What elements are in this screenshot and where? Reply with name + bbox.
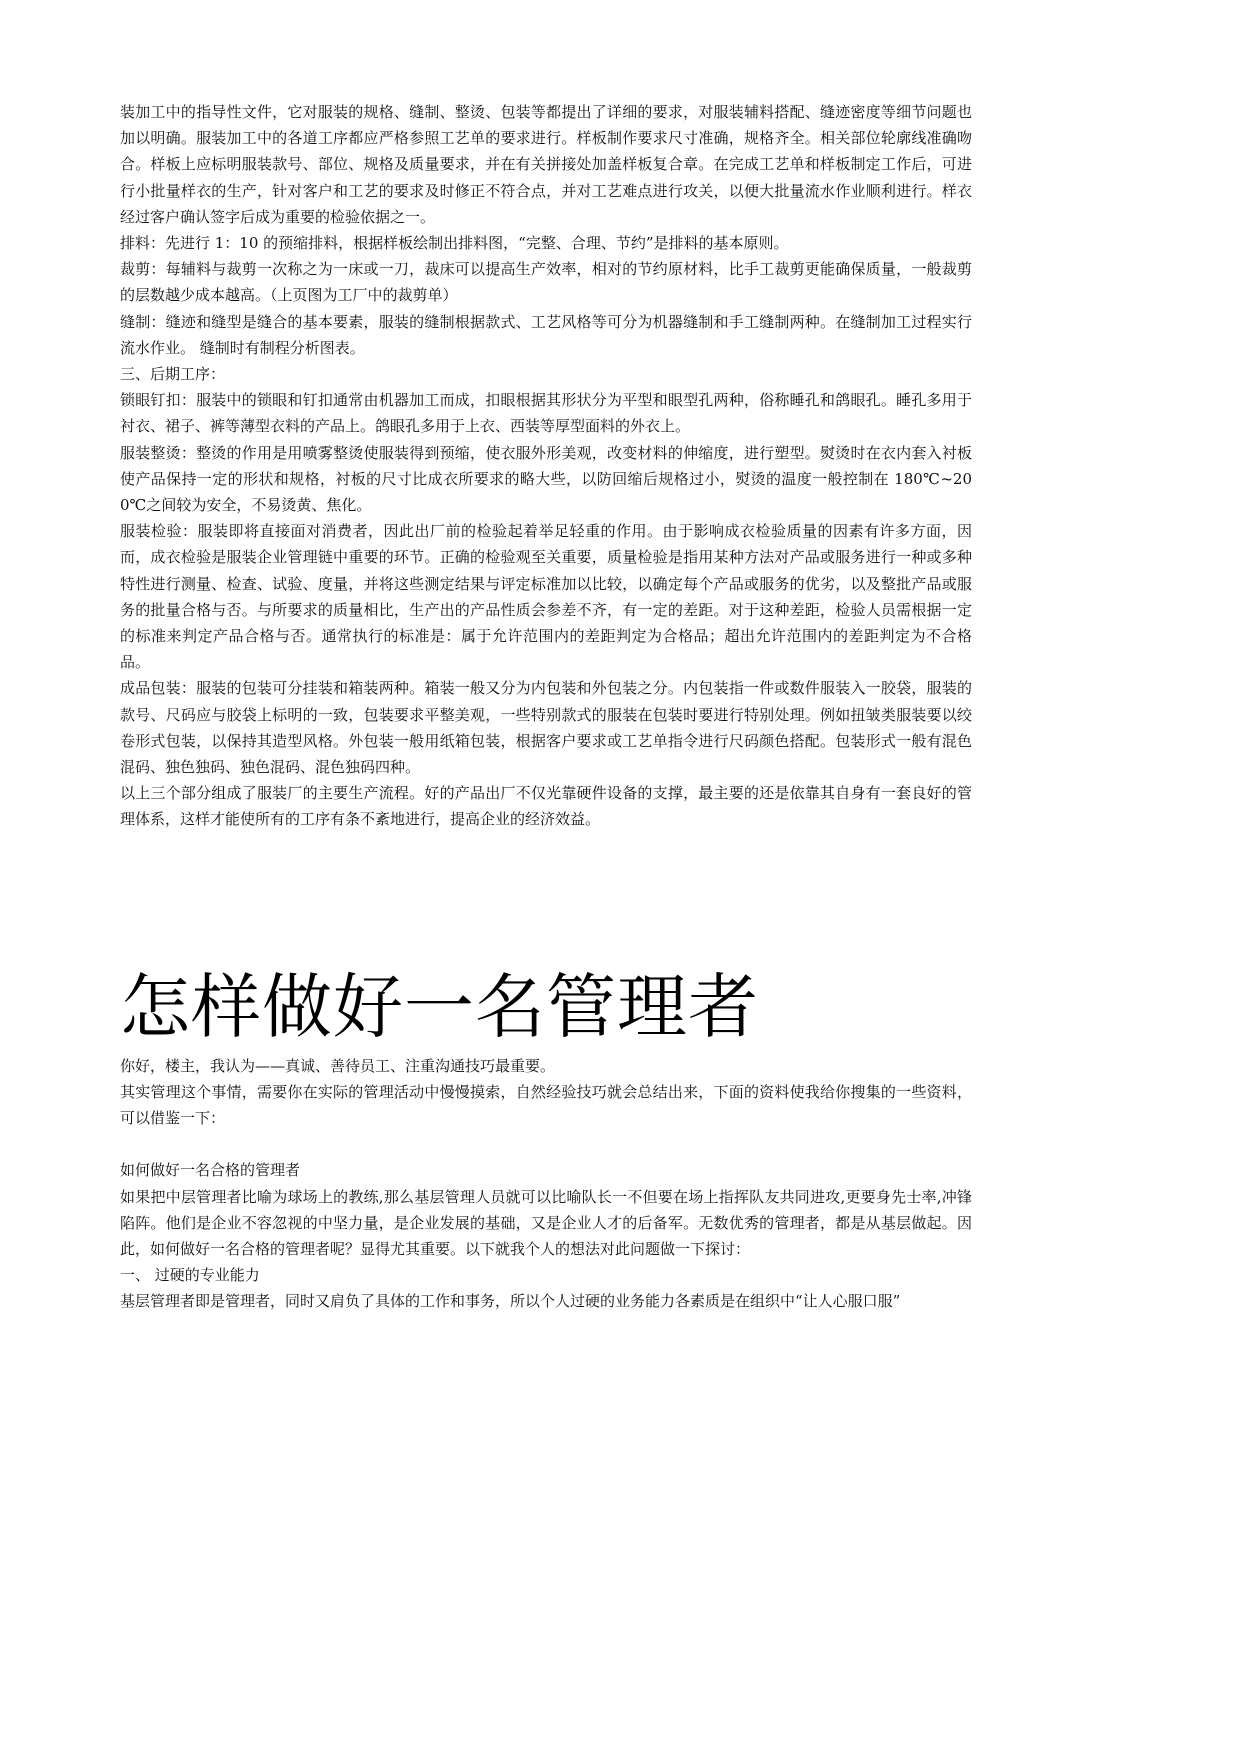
subheading: 如何做好一名合格的管理者 <box>120 1161 301 1180</box>
paragraph-summary: 以上三个部分组成了服装厂的主要生产流程。好的产品出厂不仅光靠硬件设备的支撑，最主要的还是依靠其自身有一套良好的管理体系，这样才能使所有的工序有条不紊地进行，提高企业的经济效益。 <box>120 784 972 829</box>
paragraph-ironing: 服装整烫：整烫的作用是用喷雾整烫使服装得到预缩，使衣服外形美观，改变材料的伸缩度，进行塑型。熨烫时在衣内套入衬板使产品保持一定的形状和规格，衬板的尺寸比成衣所要求的略大些，以防回缩后规格过小，熨烫的温度一般控制在 180℃~200℃之间较为安全，不易烫黄、焦化。 <box>120 443 972 515</box>
paragraph-inspection: 服装检验：服装即将直接面对消费者，因此出厂前的检验起着举足轻重的作用。由于影响成衣检验质量的因素有许多方面，因而，成衣检验是服装企业管理链中重要的环节。正确的检验观至关重要，质量检验是指用某种方法对产品或服务进行一种或多种特性进行测量、检查、试验、度量，并将这些测定结果与评定标准加以比较，以确定每个产品或服务的优劣，以及整批产品或服务的批量合格与否。与所要求的质量相比，生产出的产品性质会参差不齐，有一定的差距。对于这种差距，检验人员需根据一定的标准来判定产品合格与否。通常执行的标准是：属于允许范围内的差距判定为合格品；超出允许范围内的差距判定为不合格品。 <box>120 522 972 672</box>
body-heading-professional-ability: 一、 过硬的专业能力 <box>120 1266 260 1285</box>
heading-post-process: 三、后期工序： <box>120 365 226 384</box>
paragraph-process-sample: 装加工中的指导性文件，它对服装的规格、缝制、整烫、包装等都提出了详细的要求，对服装辅料搭配、缝迹密度等细节问题也加以明确。服装加工中的各道工序都应严格参照工艺单的要求进行。样板制作要求尺寸准确，规格齐全。相关部位轮廓线准确吻合。样板上应标明服装款号、部位、规格及质量要求，并在有关拼接处加盖样板复合章。在完成工艺单和样板制定工作后，可进行小批量样衣的生产，针对客户和工艺的要求及时修正不符合点，并对工艺难点进行攻关，以便大批量流水作业顺利进行。样衣经过客户确认签字后成为重要的检验依据之一。 <box>120 103 972 226</box>
paragraph-sewing: 缝制：缝迹和缝型是缝合的基本要素，服装的缝制根据款式、工艺风格等可分为机器缝制和手工缝制两种。在缝制加工过程实行流水作业。 缝制时有制程分析图表。 <box>120 312 972 357</box>
paragraph-packaging: 成品包装：服装的包装可分挂装和箱装两种。箱装一般又分为内包装和外包装之分。内包装指一件或数件服装入一胶袋，服装的款号、尺码应与胶袋上标明的一致，包装要求平整美观，一些特别款式的服装在包装时要进行特别处理。例如扭皱类服装要以绞卷形式包装，以保持其造型风格。外包装一般用纸箱包装，根据客户要求或工艺单指令进行尺码颜色搭配。包装形式一般有混色混码、独色独码、独色混码、混色独码四种。 <box>120 679 972 777</box>
intro-greeting: 你好，楼主，我认为——真诚、善待员工、注重沟通技巧最重要。 <box>120 1056 556 1075</box>
body-paragraph-analogy: 如果把中层管理者比喻为球场上的教练,那么基层管理人员就可以比喻队长一不但要在场上指挥队友共同进攻,更要身先士率,冲锋陷阵。他们是企业不容忽视的中坚力量，是企业发展的基础，又是企业人才的后备军。无数优秀的管理者，都是从基层做起。因此，如何做好一名合格的管理者呢？显得尤其重要。以下就我个人的想法对此问题做一下探讨： <box>120 1187 972 1258</box>
section-spacer <box>120 833 972 965</box>
article-title: 怎样做好一名管理者 <box>120 965 759 1048</box>
page-content <box>120 99 972 1315</box>
paragraph-layout-marking: 排料：先进行 1：10 的预缩排料，根据样板绘制出排料图，“完整、合理、节约”是排料的基本原则。 <box>120 234 789 253</box>
paragraph-buttonholes: 锁眼钉扣：服装中的锁眼和钉扣通常由机器加工而成，扣眼根据其形状分为平型和眼型孔两种，俗称睡孔和鸽眼孔。睡孔多用于衬衣、裙子、裤等薄型衣料的产品上。鸽眼孔多用于上衣、西装等厚型面料的外衣上。 <box>120 391 972 436</box>
paragraph-cutting: 裁剪：每辅料与裁剪一次称之为一床或一刀，裁床可以提高生产效率，相对的节约原材料，比手工裁剪更能确保质量，一般裁剪的层数越少成本越高。（上页图为工厂中的裁剪单） <box>120 260 972 305</box>
intro-paragraph: 其实管理这个事情，需要你在实际的管理活动中慢慢摸索，自然经验技巧就会总结出来，下面的资料使我给你搜集的一些资料，可以借鉴一下： <box>120 1082 972 1128</box>
blank-line <box>120 1131 972 1157</box>
body-paragraph-ability: 基层管理者即是管理者，同时又肩负了具体的工作和事务，所以个人过硬的业务能力各素质是在组织中“让人心服口服” <box>120 1292 901 1311</box>
